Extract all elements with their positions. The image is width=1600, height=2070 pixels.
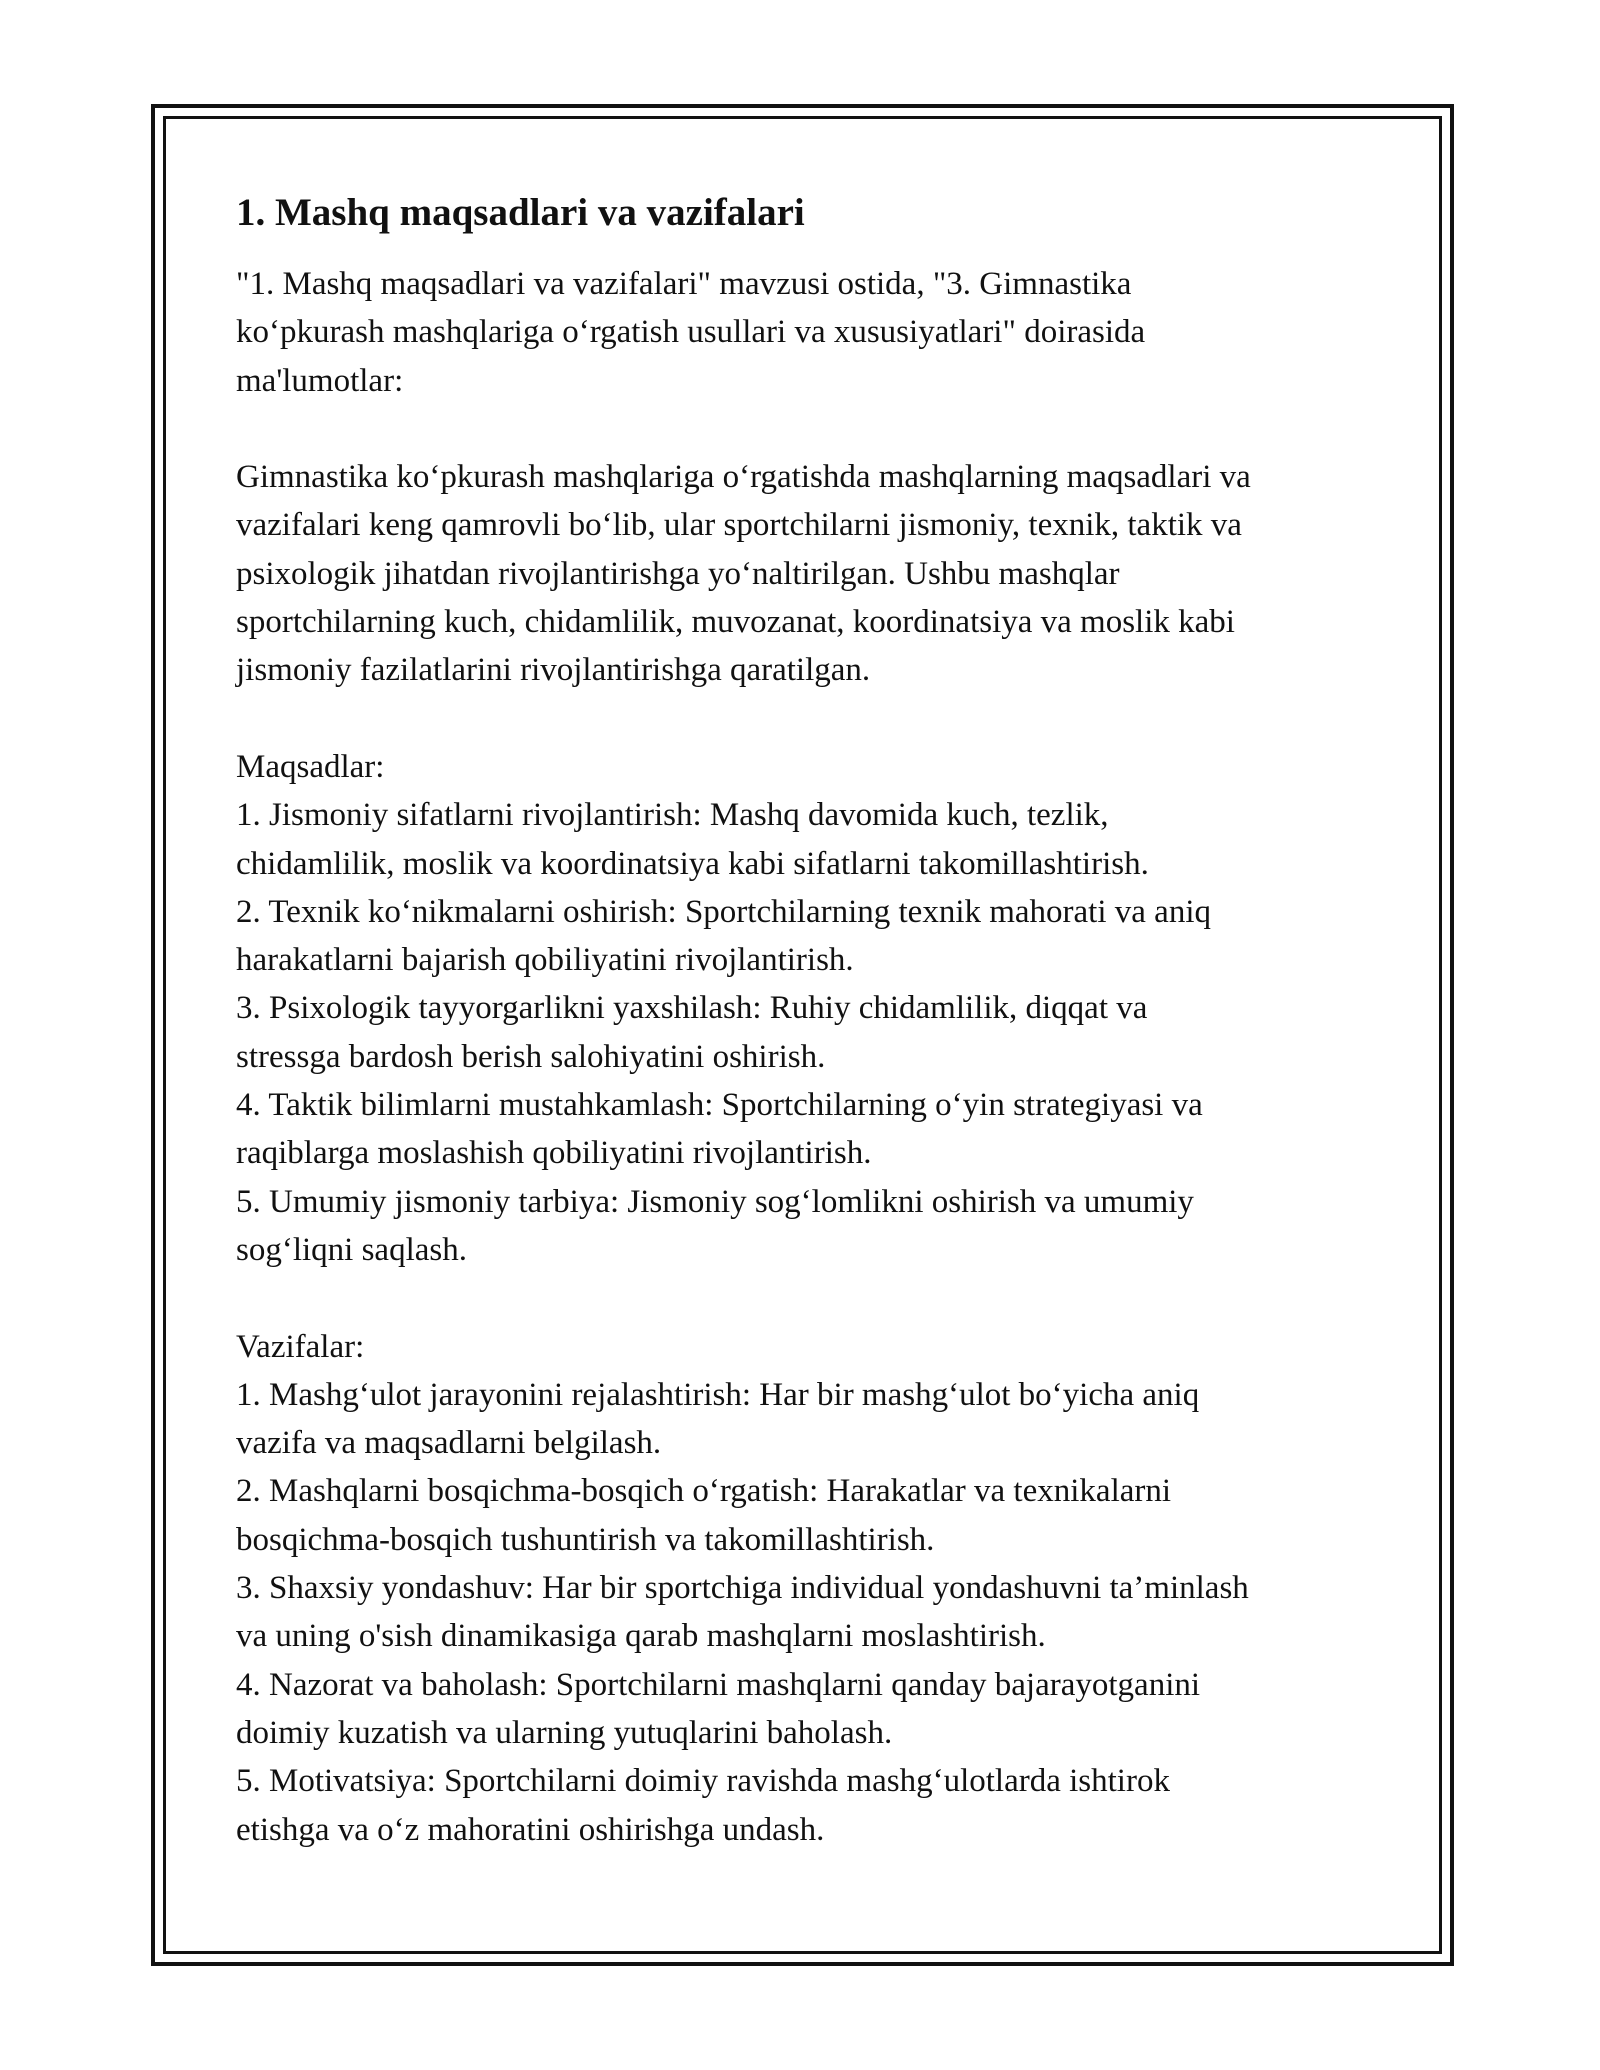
tasks-heading: Vazifalar: [236,1328,365,1365]
spacer [236,1274,1386,1322]
task-item-5: 5. Motivatsiya: Sportchilarni doimiy ravishda mashg‘ulotlarda ishtirok etishga va o‘z mahoratini oshirishga undash. [236,1763,1170,1848]
task-item-4: 4. Nazorat va baholash: Sportchilarni mashqlarni qanday bajarayotganini doimiy kuzatish va ularning yutuqlarini baholash. [236,1666,1201,1751]
task-item-3: 3. Shaxsiy yondashuv: Har bir sportchiga individual yondashuvni ta’minlash va uning o'sish dinamikasiga qarab mashqlarni moslashtirish. [236,1570,1249,1655]
task-item-1: 1. Mashg‘ulot jarayonini rejalashtirish: Har bir mashg‘ulot bo‘yicha aniq vazifa va maqsadlarni belgilash. [236,1376,1200,1462]
page-title: 1. Mashq maqsadlari va vazifalari [236,191,805,234]
goal-item-3: 3. Psixologik tayyorgarlikni yaxshilash: Ruhiy chidamlilik, diqqat va stressga bardosh berish salohiyatini oshirish. [236,990,1148,1075]
document-body [236,188,1386,1854]
task-item-2: 2. Mashqlarni bosqichma-bosqich o‘rgatish: Harakatlar va texnikalarni bosqichma-bosqich tushuntirish va takomillashtirish. [236,1473,1172,1558]
goal-item-5: 5. Umumiy jismoniy tarbiya: Jismoniy sog‘lomlikni oshirish va umumiy sog‘liqni saqlash. [236,1183,1194,1268]
spacer [236,695,1386,743]
goal-item-2: 2. Texnik ko‘nikmalarni oshirish: Sportchilarning texnik mahorati va aniq harakatlarni bajarish qobiliyatini rivojlantirish. [236,893,1211,979]
goals-heading: Maqsadlar: [236,748,385,785]
goal-item-4: 4. Taktik bilimlarni mustahkamlash: Sportchilarning o‘yin strategiyasi va raqiblarga moslashish qobiliyatini rivojlantirish. [236,1087,1203,1172]
goal-item-1: 1. Jismoniy sifatlarni rivojlantirish: Mashq davomida kuch, tezlik, chidamlilik, moslik va koordinatsiya kabi sifatlarni takomillashtirish. [236,797,1149,882]
overview-paragraph: Gimnastika ko‘pkurash mashqlariga o‘rgatishda mashqlarning maqsadlari va vazifalari keng qamrovli bo‘lib, ular sportchilarni jismoniy, texnik, taktik va psixologik jihatdan rivojlantirishga yo‘naltirilgan. Ushbu mashqlar sportchilarning kuch, chidamlilik, muvozanat, koordinatsiya va moslik kabi jismoniy fazilatlarini rivojlantirishga qaratilgan. [236,459,1251,689]
intro-paragraph: "1. Mashq maqsadlari va vazifalari" mavzusi ostida, "3. Gimnastika ko‘pkurash mashqlariga o‘rgatish usullari va xususiyatlari" doirasida ma'lumotlar: [236,266,1146,399]
spacer [236,405,1386,453]
